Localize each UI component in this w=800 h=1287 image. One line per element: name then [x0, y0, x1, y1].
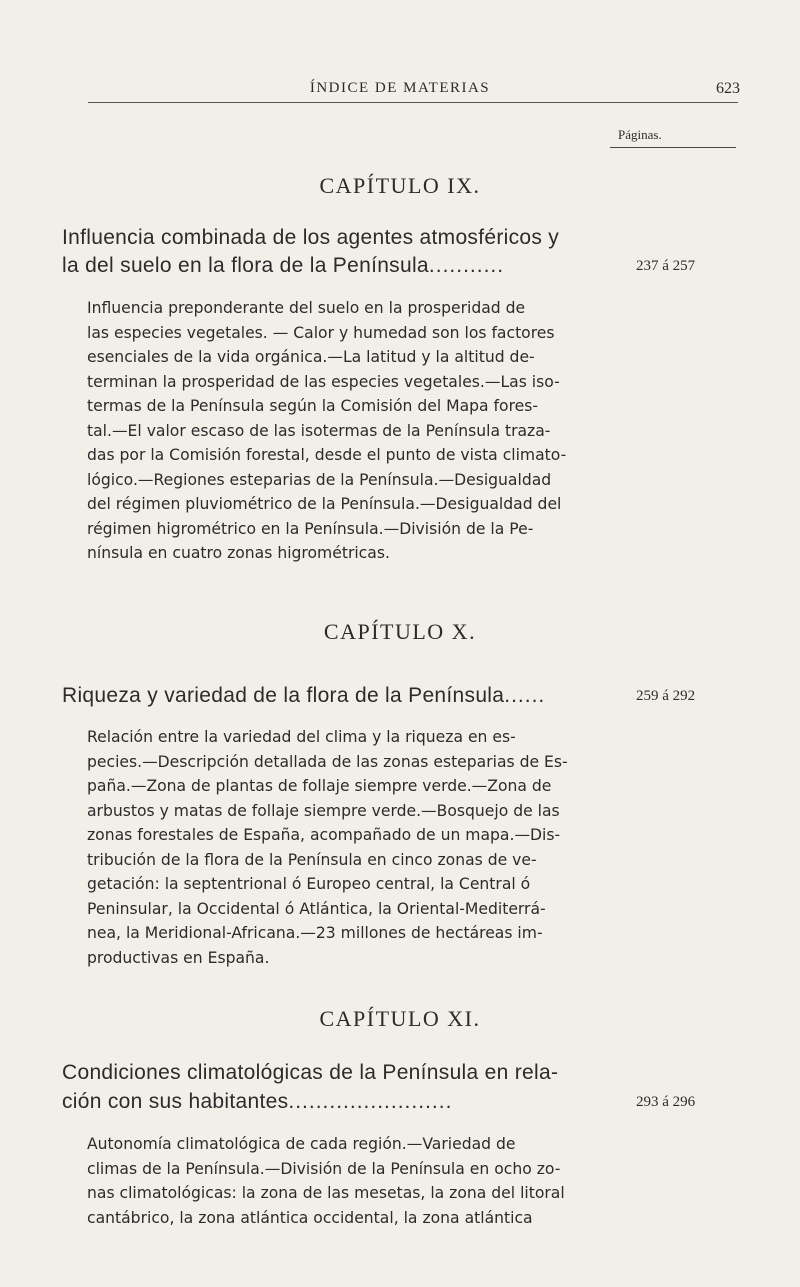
summary-line: tal.—El valor escaso de las isotermas de la Península traza-	[87, 421, 551, 440]
summary-line: nas climatológicas: la zona de las mesetas, la zona del litoral	[87, 1184, 565, 1202]
chapter-heading: CAPÍTULO IX.	[319, 173, 481, 198]
chapter-summary	[87, 296, 747, 566]
leader-dots: ......	[504, 684, 546, 707]
chapter-summary	[87, 725, 747, 970]
leader-dots: ...........	[428, 254, 505, 277]
leader-dots: ........................	[288, 1090, 453, 1113]
header-divider	[88, 102, 738, 103]
summary-line: terminan la prosperidad de las especies vegetales.—Las iso-	[87, 372, 560, 391]
summary-line: lógico.—Regiones esteparias de la Península.—Desigualdad	[87, 470, 552, 489]
chapter-page-range: 259 á 292	[636, 688, 696, 704]
chapter-heading: CAPÍTULO X.	[323, 619, 477, 644]
chapter-title-line: Influencia combinada de los agentes atmosféricos y	[62, 226, 560, 249]
summary-line: Relación entre la variedad del clima y la riqueza en es-	[87, 728, 516, 746]
summary-line: régimen higrométrico en la Península.—División de la Pe-	[87, 519, 534, 538]
summary-line: nea, la Meridional-Africana.—23 millones de hectáreas im-	[87, 924, 543, 942]
running-header	[60, 80, 740, 104]
chapter-page-range: 293 á 296	[636, 1094, 696, 1110]
summary-line: climas de la Península.—División de la Península en ocho zo-	[87, 1159, 561, 1178]
chapter-summary	[87, 1132, 747, 1230]
summary-line: del régimen pluviométrico de la Península.—Desigualdad del	[87, 495, 562, 513]
chapter-title-line	[62, 684, 545, 708]
summary-line: Peninsular, la Occidental ó Atlántica, la Oriental-Mediterrá-	[87, 899, 546, 918]
page-number: 623	[716, 80, 740, 97]
summary-line: pecies.—Descripción detallada de las zonas esteparias de Es-	[87, 752, 568, 771]
chapter-title-line	[62, 1090, 452, 1114]
chapter-page-range: 237 á 257	[636, 258, 696, 274]
summary-line: cantábrico, la zona atlántica occidental, la zona atlántica	[87, 1208, 533, 1227]
summary-line: getación: la septentrional ó Europeo central, la Central ó	[87, 875, 531, 893]
summary-line: tribución de la flora de la Península en cinco zonas de ve-	[87, 850, 537, 869]
summary-line: Influencia preponderante del suelo en la prosperidad de	[87, 299, 526, 317]
summary-line: arbustos y matas de follaje siempre verde.—Bosquejo de las	[87, 801, 560, 820]
summary-line: das por la Comisión forestal, desde el punto de vista climato-	[87, 446, 567, 464]
summary-line: paña.—Zona de plantas de follaje siempre verde.—Zona de	[87, 777, 552, 795]
chapter-title-line: Condiciones climatológicas de la Península en rela-	[62, 1061, 559, 1084]
summary-line: nínsula en cuatro zonas higrométricas.	[87, 544, 390, 562]
summary-line: zonas forestales de España, acompañado de un mapa.—Dis-	[87, 826, 561, 844]
chapter-title-text: la del suelo en la flora de la Península	[62, 254, 429, 277]
chapter-title-text: Riqueza y variedad de la flora de la Península	[62, 684, 505, 707]
running-header-title: ÍNDICE DE MATERIAS	[309, 80, 491, 96]
chapter-heading: CAPÍTULO XI.	[319, 1006, 481, 1031]
summary-line: esenciales de la vida orgánica.—La latitud y la altitud de-	[87, 348, 535, 366]
chapter-title-line	[62, 254, 504, 278]
chapter-title-text: ción con sus habitantes	[62, 1090, 289, 1113]
summary-line: termas de la Península según la Comisión del Mapa fores-	[87, 397, 538, 415]
summary-line: Autonomía climatológica de cada región.—Variedad de	[87, 1135, 516, 1153]
pages-column-divider	[610, 147, 736, 148]
pages-column-label: Páginas.	[618, 127, 662, 142]
summary-line: las especies vegetales. — Calor y humedad son los factores	[87, 323, 555, 342]
summary-line: productivas en España.	[87, 948, 270, 967]
